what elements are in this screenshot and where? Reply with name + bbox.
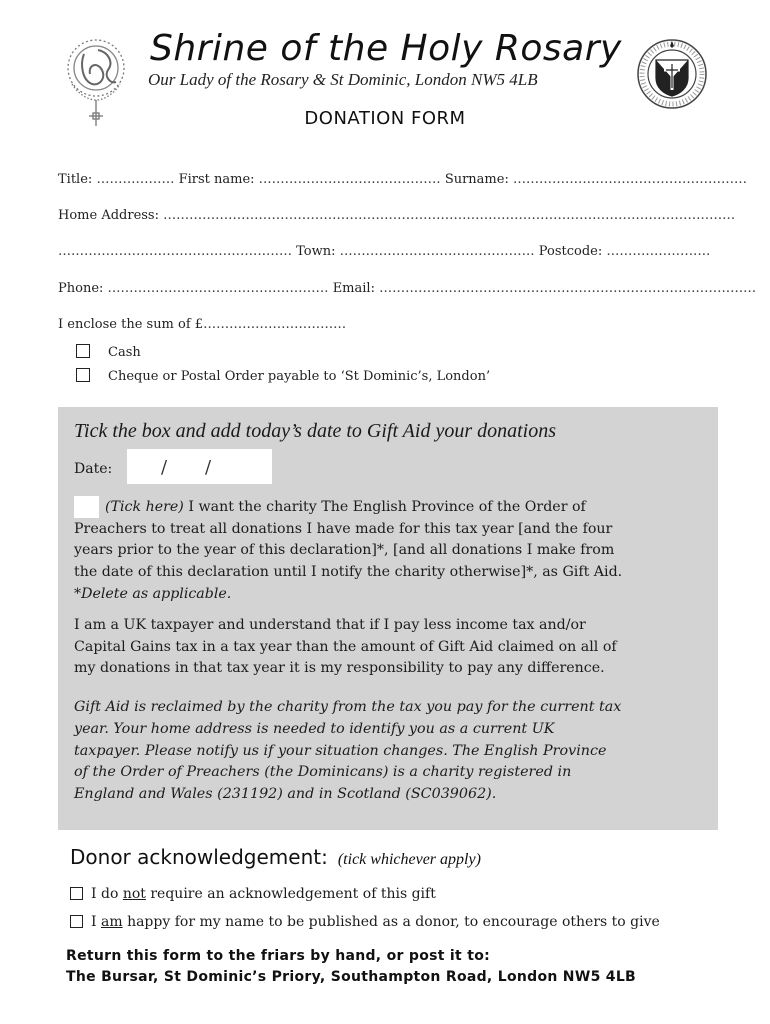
info-line: England and Wales (231192) and in Scotland (SC039062). xyxy=(74,786,497,803)
phone-label: Phone: xyxy=(58,281,104,296)
statement-line: I am a UK taxpayer and understand that if I pay less income tax and/or xyxy=(74,617,586,633)
title-field[interactable]: ……………… xyxy=(96,172,175,187)
ack-text: I do xyxy=(91,886,119,902)
return-address: The Bursar, St Dominic’s Priory, Southampton Road, London NW5 4LB xyxy=(66,969,637,985)
delete-note: *Delete as applicable. xyxy=(74,585,232,602)
info-line: taxpayer. Please notify us if your situation changes. The English Province xyxy=(74,742,607,759)
postcode-field[interactable]: …………………… xyxy=(606,244,711,259)
cheque-label: Cheque or Postal Order payable to ‘St Dominic’s, London’ xyxy=(108,369,491,384)
enclose-row xyxy=(58,317,346,332)
ack-text: happy for my name to be published as a donor, to encourage others to give xyxy=(127,914,660,930)
page-subtitle: Our Lady of the Rosary & St Dominic, London NW5 4LB xyxy=(148,70,538,89)
no-acknowledgement-checkbox[interactable] xyxy=(70,887,83,900)
town-label: Town: xyxy=(296,244,336,259)
statement-line: my donations in that tax year it is my responsibility to pay any difference. xyxy=(74,660,605,677)
ack-option-publish-name xyxy=(70,914,660,930)
contact-row xyxy=(58,281,756,296)
return-instructions: Return this form to the friars by hand, or post it to: xyxy=(66,948,491,964)
phone-field[interactable]: …………………………………………… xyxy=(107,281,329,296)
date-separator-2: / xyxy=(205,457,212,478)
first-name-field[interactable]: …………………………………… xyxy=(258,172,441,187)
gift-aid-info xyxy=(74,697,704,806)
surname-label: Surname: xyxy=(444,172,509,187)
address-continued-field[interactable]: ……………………………………………… xyxy=(58,244,292,259)
tick-here-label: (Tick here) xyxy=(105,499,184,515)
dominican-seal-logo xyxy=(636,38,708,110)
gift-aid-title: Tick the box and add today’s date to Gift Aid your donations xyxy=(74,420,557,442)
declaration-line: Preachers to treat all donations I have made for this tax year [and the four xyxy=(74,520,613,537)
declaration-line: years prior to the year of this declaration]*, [and all donations I make from xyxy=(74,542,615,559)
ack-text: require an acknowledgement of this gift xyxy=(150,886,436,902)
ack-emphasis: am xyxy=(100,914,123,930)
publish-name-checkbox[interactable] xyxy=(70,915,83,928)
form-heading: DONATION FORM xyxy=(304,108,466,129)
cheque-checkbox[interactable] xyxy=(76,368,90,382)
page-title: Shrine of the Holy Rosary xyxy=(150,28,622,69)
info-line: year. Your home address is needed to identify you as a current UK xyxy=(74,720,555,737)
surname-field[interactable]: ……………………………………………… xyxy=(512,172,747,187)
address-row xyxy=(58,208,735,223)
acknowledgement-title: Donor acknowledgement: xyxy=(70,845,328,869)
town-row xyxy=(58,244,710,259)
town-field[interactable]: ……………………………………… xyxy=(339,244,535,259)
declaration-line: the date of this declaration until I notify the charity otherwise]*, as Gift Aid. xyxy=(74,564,623,581)
home-address-field[interactable]: …………………………………………………………………………………………………………………… xyxy=(163,208,736,223)
declaration-line: I want the charity The English Province of the Order of xyxy=(188,499,586,515)
date-input[interactable] xyxy=(127,449,272,484)
date-label: Date: xyxy=(74,461,113,477)
dominican-seal-icon xyxy=(636,38,708,110)
title-label: Title: xyxy=(58,172,93,187)
enclose-label: I enclose the sum of £ xyxy=(58,317,204,332)
taxpayer-statement xyxy=(74,615,704,680)
statement-line: Capital Gains tax in a tax year than the amount of Gift Aid claimed on all of xyxy=(74,638,617,655)
info-line: of the Order of Preachers (the Dominicans) is a charity registered in xyxy=(74,764,572,781)
name-row xyxy=(58,172,747,187)
email-field[interactable]: …………………………………………………………………………… xyxy=(379,281,757,296)
cash-label: Cash xyxy=(108,345,141,360)
ack-option-no-acknowledgement xyxy=(70,886,436,902)
ack-emphasis: not xyxy=(122,886,146,902)
home-address-label: Home Address: xyxy=(58,208,159,223)
date-separator-1: / xyxy=(161,457,168,478)
gift-aid-declaration xyxy=(74,497,704,606)
email-label: Email: xyxy=(332,281,375,296)
first-name-label: First name: xyxy=(178,172,255,187)
postcode-label: Postcode: xyxy=(538,244,603,259)
amount-field[interactable]: …………………………… xyxy=(203,317,347,332)
cash-option xyxy=(76,344,141,360)
cheque-option xyxy=(76,368,490,384)
acknowledgement-subtitle: (tick whichever apply) xyxy=(337,851,481,868)
acknowledgement-heading xyxy=(70,845,481,869)
ack-text: I xyxy=(91,914,97,930)
info-line: Gift Aid is reclaimed by the charity from the tax you pay for the current tax xyxy=(74,699,622,715)
cash-checkbox[interactable] xyxy=(76,344,90,358)
